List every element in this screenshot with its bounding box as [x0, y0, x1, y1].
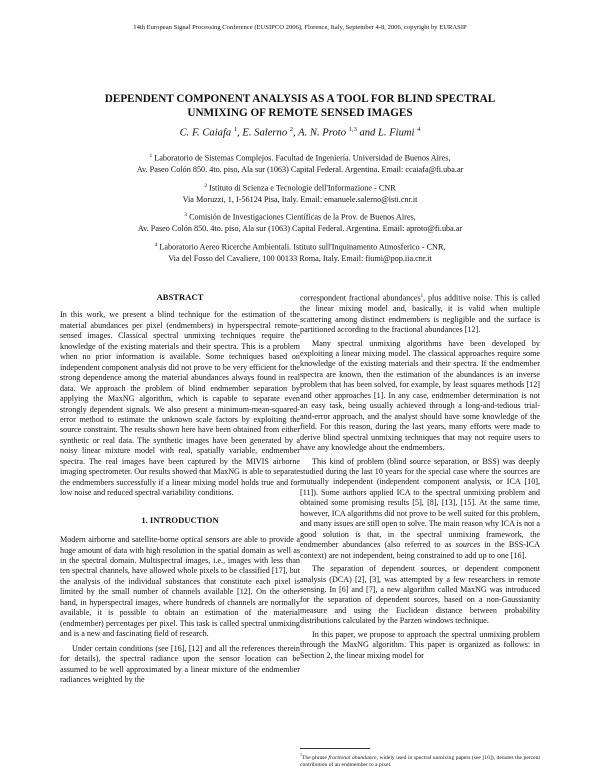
author-sup: 1,3: [348, 126, 357, 133]
affiliation-line: Via Moruzzi, 1, I-56124 Pisa, Italy. Email: emanuele.salerno@isti.cnr.it: [182, 194, 418, 204]
emphasis-text: sources: [455, 540, 481, 550]
body-paragraph: [300, 457, 540, 562]
author-sup: 4: [417, 126, 421, 133]
author-name: L. Fiumi: [378, 127, 415, 139]
affiliation-3: [0, 210, 600, 234]
affiliation-1: [0, 151, 600, 175]
paper-title: [40, 92, 560, 120]
intro-heading: 1. INTRODUCTION: [141, 514, 219, 525]
affiliation-num: 1: [149, 153, 153, 159]
body-paragraph: The separation of dependent sources, or dependent component analysis (DCA) [2], [3], was attempted by a few researchers in remote sensing. In [6] and [7], a new algorithm called MaxNG was introduced for the separation of dependent sources, based on a non-Gaussianity measure and using the Euclidean distance between probability distributions calculated by the Parzen windows technique.: [300, 564, 540, 626]
body-paragraph: Many spectral unmixing algorithms have been developed by exploiting a linear mixing model. The classical approaches require some knowledge of the existing materials and their spectra. If the endmember spectra are known, then the estimation of the abundances is an inverse problem that has been solved, for example, by least squares methods [12] and other approaches [1]. In any case, endmember determination is not an easy task, being usually achieved through a long-and-tedious trial-and-error approach, and the analyst should have some knowledge of the field. For this reason, during the last years, many efforts were made to derive blind spectral unmixing techniques that may not require users to have any knowledge about the endmembers.: [300, 338, 540, 453]
abstract-text: In this work, we present a blind technique for the estimation of the material abundances per pixel (endmembers) in hyperspectral remote-sensed images. Classical spectral unmixing techniques require the knowledge of the existing materials and their spectra. This is a problem when no prior information is available. Some techniques based on independent component analysis did not prove to be very efficient for the strong dependence among the material abundances always found in real data. We approach the problem of blind endmember separation by applying the MaxNG algorithm, which is capable to separate even strongly dependent signals. We also present a minimum-mean-squared-error method to estimate the unknown scale factors by exploiting the source constraint. The results shown here have been obtained from either synthetic or real data. The synthetic images have been generated by a noisy linear mixture model with real, spatially variable, endmember spectra. The real images have been captured by the MIVIS airborne imaging spectrometer. Our results showed that MaxNG is able to separate the endmembers successfully if a linear mixing model holds true and for low noise and reduced spectral variability conditions.: [60, 310, 300, 498]
affiliation-num: 4: [154, 242, 158, 248]
left-column: [60, 292, 300, 685]
affiliation-line: Av. Paseo Colón 850. 4to. piso, Ala sur (1063) Capital Federal. Argentina. Email: ccaiafa@fi.uba.ar: [136, 164, 464, 174]
affiliation-line: Laboratorio de Sistemas Complejos. Facultad de Ingeniería. Universidad de Buenos Aires,: [154, 153, 451, 163]
footnote: [300, 751, 540, 769]
footnote-ref: 1: [420, 294, 424, 299]
author-name: C. F. Caiafa: [179, 127, 232, 139]
affiliation-line: Comisión de Investigaciones Científicas de la Prov. de Buenos Aires,: [189, 212, 416, 222]
author-name: A. N. Proto: [298, 127, 347, 139]
affiliation-line: Av. Paseo Colón 850. 4to. piso, Ala sur (1063) Capital Federal. Argentina. Email: aproto@fi.uba.ar: [137, 223, 463, 233]
abstract-heading: ABSTRACT: [156, 292, 204, 302]
title-line-2: UNMIXING OF REMOTE SENSED IMAGES: [187, 107, 413, 119]
footnote-text: , widely used in spectral unmixing papers (see [16]), denotes the percent contribution of an endmember to a pixel.: [300, 754, 541, 769]
affiliation-num: 3: [184, 212, 188, 218]
right-column: [300, 292, 540, 661]
conference-header: 14th European Signal Processing Conference (EUSIPCO 2006), Florence, Italy, September 4-8, 2006, copyright by EURASIP: [133, 24, 467, 31]
footnote-text: The phrase: [302, 754, 329, 761]
affiliation-2: [0, 181, 600, 205]
footnote-emphasis: fractional abundance: [328, 754, 377, 761]
body-text: in the BSS-ICA context) are not independent, being constrained to add up to one [16].: [300, 540, 540, 560]
author-sep: ,: [237, 127, 243, 139]
author-sup: 2: [289, 126, 294, 133]
footnote-rule: [300, 748, 370, 749]
body-paragraph: In this paper, we propose to approach the spectral unmixing problem through the MaxNG algorithm. This paper is organized as follows: in Section 2, the linear mixing model for: [300, 629, 540, 660]
body-paragraph: [300, 292, 540, 336]
footnote-num: 1: [300, 752, 302, 757]
affiliation-4: [0, 240, 600, 264]
affiliation-line: Istituto di Scienza e Tecnologie dell'Informazione - CNR: [209, 183, 396, 193]
intro-paragraph: Under certain conditions (see [16], [12] and all the references therein for details), the spectral radiance upon the sensor location can be assumed to be well approximated by a linear mixture of the endmember radiances weighted by the: [60, 643, 300, 684]
author-sup: 1: [233, 126, 238, 133]
body-text: This kind of problem (blind source separation, or BSS) was deeply studied during the last 10 years for the special case where the sources are mutually independent (independent component analysis, or ICA [10], [11]). Some authors applied ICA to the spectral unmixing problem and obtained some promising results [5], [8], [13], [15]. At the same time, however, ICA algorithms did not prove to be well suited for this problem, and many issues are still open to solve. The main reason why ICA is not a good solution is that, in the spectral unmixing framework, the endmember abundances (also referred to as: [300, 456, 540, 550]
body-text: correspondent fractional abundances: [300, 293, 421, 303]
affiliation-line: Laboratorio Aereo Ricerche Ambientali. Istituto sull'Inquinamento Atmosferico - CNR,: [159, 242, 446, 252]
intro-paragraph: Modern airborne and satellite-borne optical sensors are able to provide a huge amount of data with high resolution in the spatial domain as well as in the spectral domain. Multispectral images, i.e., images with less than ten spectral channels, have allowed whole pixels to be classified [17], but the analysis of the individual substances that constitute each pixel is limited by the small number of channels available [12]. On the other hand, in hyperspectral images, where hundreds of channels are normally available, it is possible to obtain an estimation of the material (endmember) percentages per pixel. This task is called spectral unmixing and is a new and fascinating field of research.: [60, 535, 300, 639]
author-name: E. Salerno: [242, 127, 288, 139]
body-text: , plus additive noise. This is called the linear mixing model and, basically, it is valid when multiple scattering among distinct endmembers is negligible and the surface is partitioned according to the fractional abundances [12].: [300, 293, 540, 335]
author-sep: ,: [293, 127, 299, 139]
author-list: [0, 126, 600, 139]
affiliation-line: Via del Fosso del Cavaliere, 100 00133 Roma, Italy. Email: fiumi@pop.iia.cnr.it: [168, 253, 432, 263]
affiliation-num: 2: [204, 183, 208, 189]
author-sep: and: [356, 127, 378, 139]
title-line-1: DEPENDENT COMPONENT ANALYSIS AS A TOOL FOR BLIND SPECTRAL: [104, 93, 496, 105]
